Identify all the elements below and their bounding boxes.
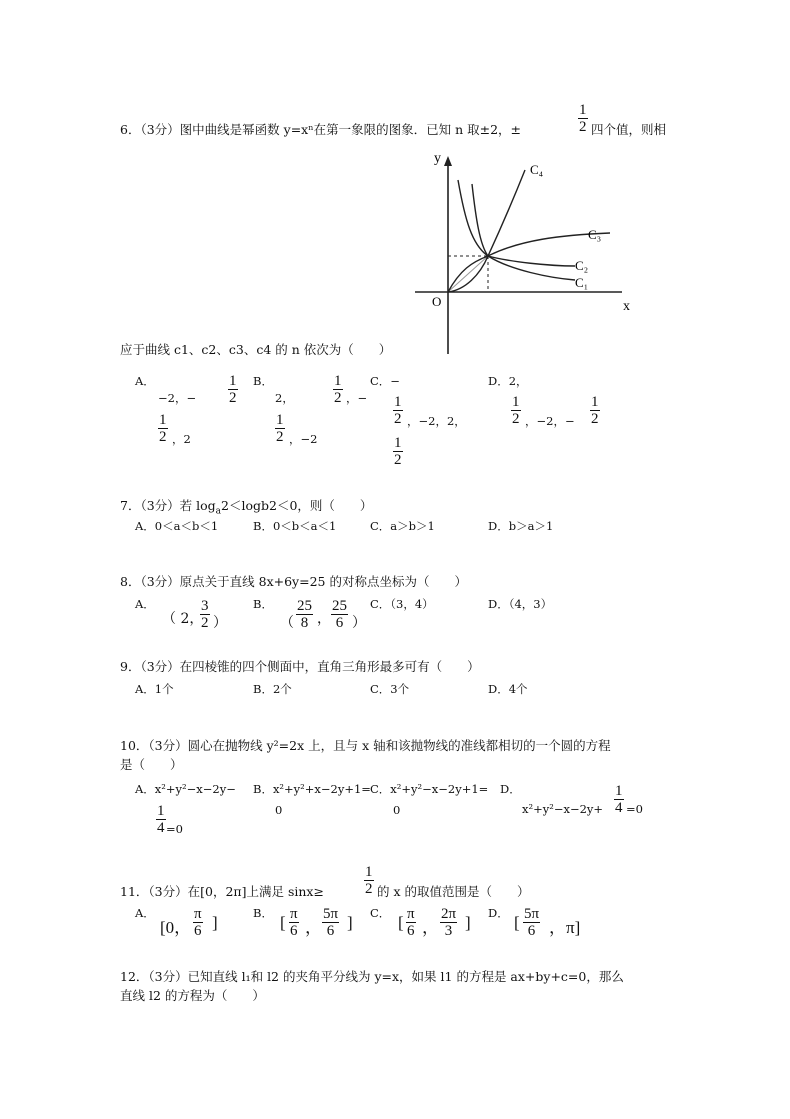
curve-c2 (472, 184, 575, 266)
q10-option-d-letter: D． (500, 782, 521, 796)
q7-option-a: A．0＜a＜b＜1 (135, 519, 219, 533)
q12-stem-line2: 直线 l2 的方程为（ ） (120, 988, 265, 1003)
q6-option-c-line1: ，−2，2， (407, 414, 466, 428)
q6-option-c-letter: C．− (370, 374, 400, 388)
c1-label: C₁ (575, 275, 589, 290)
c3-label: C₃ (588, 227, 602, 242)
q11-option-a-pre: [0， (160, 918, 192, 937)
q6-option-a-letter: A． (135, 374, 155, 388)
q7-option-b: B．0＜b＜a＜1 (253, 519, 337, 533)
q11-option-c-pre: [ (398, 913, 404, 932)
q11-option-a-letter: A． (135, 906, 155, 920)
q6-option-b-line1: 2， (275, 391, 294, 405)
faint-diagonal (448, 256, 488, 292)
q6-option-d-line1: ，−2，− (525, 414, 575, 428)
q11-option-d-letter: D． (488, 906, 509, 920)
q10-option-a-tail: =0 (166, 822, 183, 836)
q10-option-c-tail: 0 (393, 803, 401, 817)
q11-option-b-fraction1: $\frac{\pi}{6}$ (290, 906, 298, 939)
q10-stem-line2: 是（ ） (120, 757, 183, 772)
q6-option-d-letter: D．2， (488, 374, 528, 388)
q8-option-a-fraction: $\frac{3}{2}$ (201, 598, 209, 631)
q11-stem-post: 的 x 的取值范围是（ ） (377, 884, 530, 899)
q8-option-d: D．（4，3） (488, 597, 553, 611)
q11-option-a-fraction: $\frac{\pi}{6}$ (194, 906, 202, 939)
q6-option-d-fraction1: $\frac{1}{2}$ (512, 394, 520, 427)
q11-option-d-pre: [ (514, 913, 520, 932)
q8-option-b-fraction1: $\frac{25}{8}$ (297, 598, 312, 631)
y-axis-arrow (444, 156, 452, 166)
q11-option-c-fraction1: $\frac{\pi}{6}$ (407, 906, 415, 939)
y-axis-label: y (434, 151, 441, 166)
q11-option-b-pre: [ (280, 913, 286, 932)
q8-option-b-open: （ (280, 615, 294, 631)
q10-option-c: C．x²+y²−x−2y+1= (370, 782, 489, 796)
q10-option-a: A．x²+y²−x−2y− (135, 782, 236, 796)
q11-option-b-fraction2: $\frac{5\pi}{6}$ (323, 906, 339, 939)
q8-option-a-close: ） (213, 615, 227, 631)
q6-stem-tail: 四个值，则相 (591, 122, 667, 137)
q10-option-d: x²+y²−x−2y+ (522, 802, 604, 816)
q11-option-d-fraction: $\frac{5\pi}{6}$ (524, 906, 540, 939)
q8-option-b-letter: B． (253, 597, 273, 611)
q6-option-d-fraction2: $\frac{1}{2}$ (591, 394, 599, 427)
q11-option-c-mid: ， (422, 918, 439, 937)
q11-option-a-post: ] (212, 913, 218, 932)
q6-option-a-fraction1: $\frac{1}{2}$ (229, 373, 237, 406)
power-function-graph (410, 140, 650, 355)
q6-option-a-line1: −2，− (158, 391, 197, 405)
q11-option-c-letter: C． (370, 906, 391, 920)
q9-stem: 9．（3分）在四棱锥的四个侧面中，直角三角形最多可有（ ） (120, 659, 480, 674)
q11-option-b-mid: ， (305, 918, 322, 937)
q6-option-b-fraction2: $\frac{1}{2}$ (276, 412, 284, 445)
q6-stem: 6．（3分）图中曲线是幂函数 y=xⁿ在第一象限的图象．已知 n 取±2，± (120, 122, 522, 137)
q9-option-c: C．3个 (370, 682, 410, 696)
q6-option-b-fraction1: $\frac{1}{2}$ (334, 373, 342, 406)
q11-option-b-letter: B． (253, 906, 273, 920)
q11-option-c-post: ] (465, 913, 471, 932)
c2-label: C₂ (575, 258, 589, 273)
q10-option-d-fraction: $\frac{1}{4}$ (615, 783, 623, 816)
q6-stem-fraction: $\frac{1}{2}$ (579, 102, 587, 135)
q8-option-a-letter: A． (135, 597, 155, 611)
q10-option-b: B．x²+y²+x−2y+1= (253, 782, 371, 796)
origin-label: O (432, 294, 442, 309)
q6-option-c-fraction2: $\frac{1}{2}$ (394, 435, 402, 468)
q7-option-c: C．a＞b＞1 (370, 519, 435, 533)
q6-stem-line2: 应于曲线 c1、c2、c3、c4 的 n 依次为（ ） (120, 342, 392, 357)
q6-option-a-fraction2: $\frac{1}{2}$ (159, 412, 167, 445)
q11-option-d-post: ，π] (549, 918, 581, 937)
q7-stem: 7．（3分）若 $\log_a2<\log b2<0$，则（ ） (120, 498, 373, 517)
q10-option-a-fraction: $\frac{1}{4}$ (157, 803, 165, 836)
x-axis-label: x (623, 299, 630, 314)
q6-option-b-letter: B． (253, 374, 273, 388)
q10-stem-line1: 10．（3分）圆心在抛物线 y²=2x 上，且与 x 轴和该抛物线的准线都相切的一个圆的方程 (120, 738, 611, 753)
q6-option-b-line2: ，−2 (289, 432, 318, 446)
q6-option-b-comma: ，− (346, 391, 368, 405)
q10-option-d-tail: =0 (626, 802, 643, 816)
q12-stem-line1: 12．（3分）已知直线 l₁和 l2 的夹角平分线为 y=x，如果 l1 的方程是 ax+by+c=0，那么 (120, 969, 624, 984)
q8-option-c: C．（3，4） (370, 597, 434, 611)
q8-option-b-comma: ， (317, 611, 331, 627)
q8-option-b-close: ） (352, 615, 366, 631)
q9-option-b: B．2个 (253, 682, 292, 696)
q9-option-a: A．1个 (135, 682, 174, 696)
c4-label: C₄ (530, 162, 544, 177)
q11-stem-pre: 11．（3分）在[0，2π]上满足 sinx≥ (120, 884, 324, 899)
q10-option-b-tail: 0 (275, 803, 283, 817)
q11-stem-fraction: $\frac{1}{2}$ (365, 864, 373, 897)
q11-option-c-fraction2: $\frac{2\pi}{3}$ (441, 906, 457, 939)
q6-option-a-line2: ，2 (172, 432, 191, 446)
q9-option-d: D．4个 (488, 682, 528, 696)
q11-option-b-post: ] (347, 913, 353, 932)
q7-option-d: D．b＞a＞1 (488, 519, 554, 533)
q8-option-b-fraction2: $\frac{25}{6}$ (332, 598, 347, 631)
q6-option-c-fraction1: $\frac{1}{2}$ (394, 394, 402, 427)
q8-option-a-open: （ 2， (162, 611, 204, 627)
q8-stem: 8．（3分）原点关于直线 8x+6y=25 的对称点坐标为（ ） (120, 574, 467, 589)
